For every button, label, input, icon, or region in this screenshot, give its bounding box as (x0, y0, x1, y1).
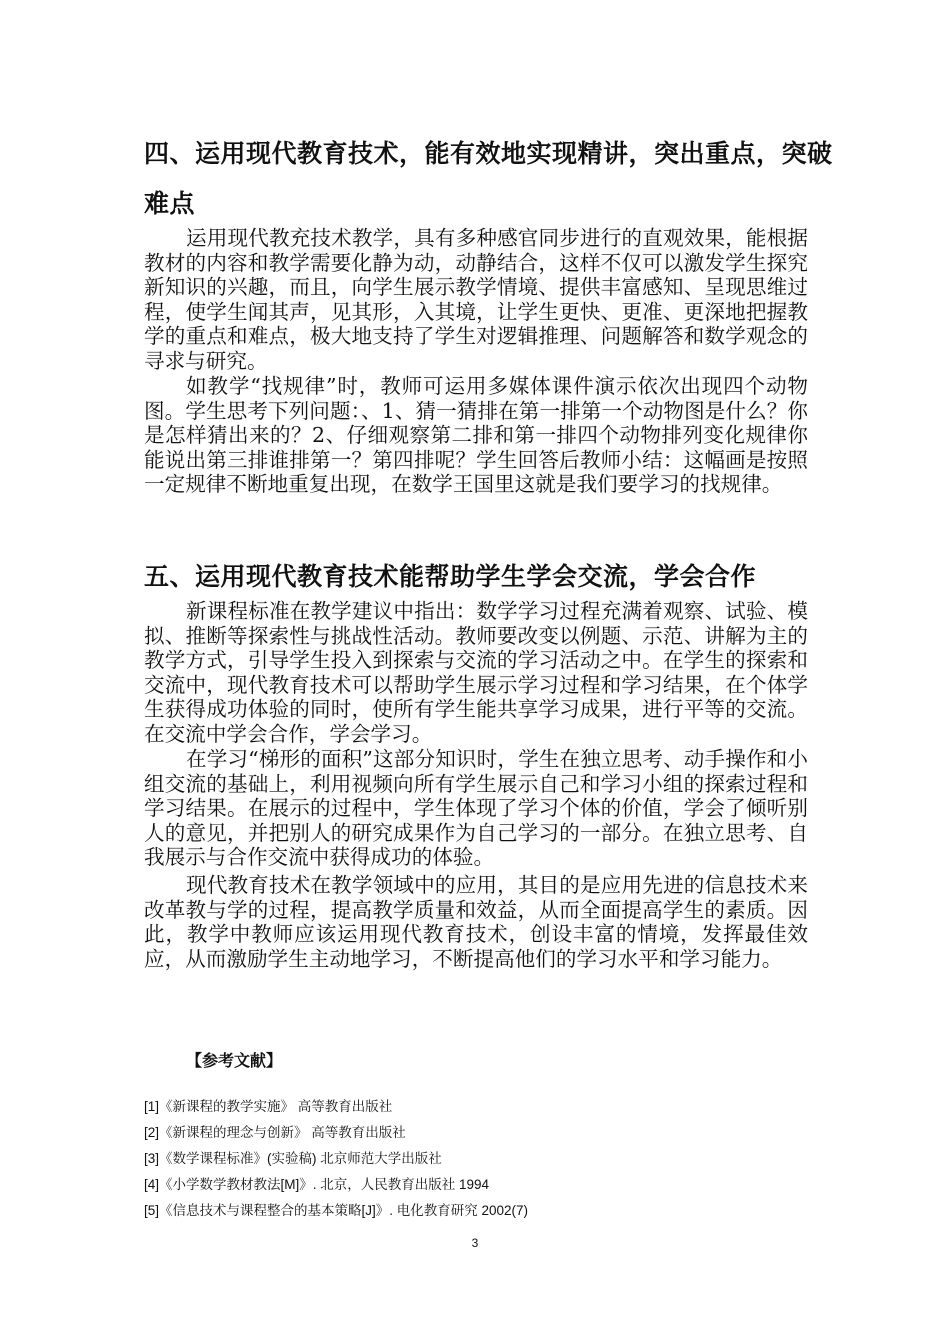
section5-heading: 五、运用现代教育技术能帮助学生学会交流，学会合作 (144, 562, 757, 591)
section4-paragraph-1: 运用现代教充技术教学，具有多种感官同步进行的直观效果，能根据教材的内容和教学需要化静为动，动静结合，这样不仅可以激发学生探究新知识的兴趣，而且，向学生展示教学情境、提供丰富感知、呈现思维过程，使学生闻其声，见其形，入其境，让学生更快、更准、更深地把握教学的重点和难点，极大地支持了学生对逻辑推理、问题解答和数学观念的寻求与研究。 (144, 226, 808, 373)
section5-paragraph-3: 现代教育技术在教学领域中的应用，其目的是应用先进的信息技术来改革教与学的过程，提高教学质量和效益，从而全面提高学生的素质。因此，教学中教师应该运用现代教育技术，创设丰富的情境，发挥最佳效应，从而激励学生主动地学习，不断提高他们的学习水平和学习能力。 (144, 873, 808, 971)
section5-paragraph-2: 在学习“梯形的面积”这部分知识时，学生在独立思考、动手操作和小组交流的基础上，利用视频向所有学生展示自己和学习小组的探索过程和学习结果。在展示的过程中，学生体现了学习个体的价值，学会了倾听别人的意见，并把别人的研究成果作为自己学习的一部分。在独立思考、自我展示与合作交流中获得成功的体验。 (144, 747, 808, 870)
section4-heading-line2: 难点 (144, 189, 196, 218)
reference-item: [1]《新课程的教学实施》 高等教育出版社 (144, 1099, 393, 1114)
reference-item: [5]《信息技术与课程整合的基本策略[J]》. 电化教育研究 2002(7) (144, 1203, 529, 1218)
reference-item: [3]《数学课程标准》(实验稿) 北京师范大学出版社 (144, 1151, 442, 1166)
reference-item: [2]《新课程的理念与创新》 高等教育出版社 (144, 1125, 406, 1140)
references-heading: 【参考文献】 (186, 1051, 283, 1070)
references-list (144, 1097, 528, 1227)
page-number: 3 (471, 1236, 479, 1250)
section4-paragraph-2: 如教学“找规律”时，教师可运用多媒体课件演示依次出现四个动物图。学生思考下列问题：、1、猜一猜排在第一排第一个动物图是什么？你是怎样猜出来的？2、仔细观察第二排和第一排四个动物排列变化规律你能说出第三排谁排第一？第四排呢？学生回答后教师小结：这幅画是按照一定规律不断地重复出现，在数学王国里这就是我们要学习的找规律。 (144, 374, 808, 497)
section5-paragraph-1: 新课程标准在教学建议中指出：数学学习过程充满着观察、试验、模拟、推断等探索性与挑战性活动。教师要改变以例题、示范、讲解为主的教学方式，引导学生投入到探索与交流的学习活动之中。在学生的探索和交流中，现代教育技术可以帮助学生展示学习过程和学习结果，在个体学生获得成功体验的同时，使所有学生能共享学习成果，进行平等的交流。在交流中学会合作，学会学习。 (144, 599, 808, 746)
reference-item: [4]《小学数学教材教法[M]》. 北京，人民教育出版社 1994 (144, 1177, 490, 1192)
section4-heading-line1: 四、运用现代教育技术，能有效地实现精讲，突出重点，突破 (144, 139, 833, 168)
